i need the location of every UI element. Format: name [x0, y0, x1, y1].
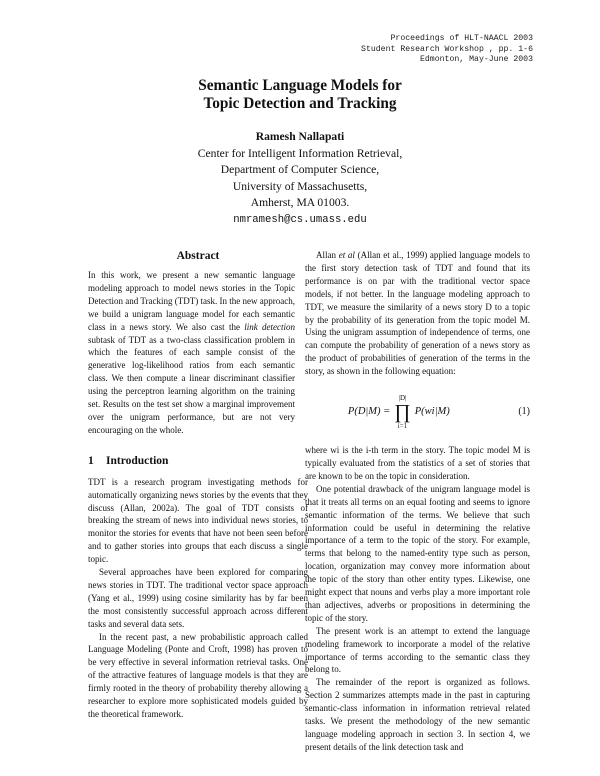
proceedings-line: Proceedings of HLT-NAACL 2003 — [390, 34, 533, 43]
paragraph: where wi is the i-th term in the story. The topic model M is typically evaluated from the statistics of a set of stories that are known to be on the topic in consideration. — [305, 445, 530, 481]
title-line: Semantic Language Models for — [198, 77, 402, 94]
right-column — [305, 249, 530, 754]
paragraph: Several approaches have been explored for comparing news stories in TDT. The traditional vector space approach (Yang et al., 1999) using cosine similarity has by far been the most consistently successful approach across different tasks and several data sets. — [88, 567, 308, 629]
paragraph: The present work is an attempt to extend the language modeling framework to incorporate a model of the relative importance of terms according to the semantic class they belong to. — [305, 625, 530, 675]
abstract-heading: Abstract — [176, 250, 220, 262]
abstract-text-part: In this work, we present a new semantic language modeling approach to model news stories in the Topic Detection and Tracking (TDT) task. In the new approach, we build a unigram language model for each semantic class in a news story. We also cast the — [88, 270, 295, 332]
author-name: Ramesh Nallapati — [255, 130, 345, 143]
paragraph: One potential drawback of the unigram language model is that it treats all terms on an equal footing and seems to ignore semantic information of the terms. We believe that such information could be useful in determining the relative importance of a term to the topic of the story. For example, terms that belong to the named-entity type such as person, location, organization may convey more information about the topic of the story than other entity types. Likewise, one might expect that nouns and verbs play a more important role than adjectives, adverbs or propositions in determining the topic of the story. — [305, 483, 530, 623]
section-number: 1 — [88, 454, 94, 467]
product-operator — [394, 394, 410, 430]
paragraph — [305, 249, 530, 378]
equation-lhs: P(D|M) = — [347, 405, 391, 417]
section-title: Introduction — [106, 454, 169, 467]
proceedings-line: Edmonton, May-June 2003 — [419, 55, 533, 64]
proceedings-header — [361, 34, 533, 66]
title-line: Topic Detection and Tracking — [203, 95, 397, 112]
author-block — [0, 129, 600, 228]
paper-title — [0, 77, 600, 113]
author-email: nmramesh@cs.umass.edu — [233, 213, 367, 226]
paragraph-emphasis: et al — [338, 250, 355, 260]
affiliation-line: Amherst, MA 01003. — [250, 196, 350, 209]
equation-number: (1) — [518, 405, 530, 417]
product-upper-limit: |D| — [398, 394, 407, 403]
paragraph: In the recent past, a new probabilistic approach called Language Modeling (Ponte and Croft, 1998) has proven to be very effective in several information retrieval tasks. One of the attractive features of language models is that they are firmly rooted in the theory of probability thereby allowing a researcher to explore more sophisticated models guided by the theoretical framework. — [88, 631, 308, 719]
left-column — [88, 249, 308, 721]
product-symbol: ∏ — [394, 401, 411, 424]
proceedings-line: Student Research Workshop , pp. 1-6 — [361, 44, 533, 54]
paragraph: The remainder of the report is organized as follows. Section 2 summarizes attempts made in the past in capturing semantic-class information in information retrieval related tasks. We present the methodology of the new semantic language modeling approach in section 3. In section 4, we present details of the link detection task and — [305, 677, 530, 752]
affiliation-line: Center for Intelligent Information Retrieval, — [197, 146, 403, 160]
product-lower-limit: i=1 — [397, 422, 408, 431]
affiliation-line: Department of Computer Science, — [220, 163, 380, 176]
section-heading — [88, 455, 308, 468]
paragraph-part: Allan — [316, 250, 339, 260]
equation-1 — [305, 388, 530, 436]
equation-rhs: P(wi|M) — [414, 405, 450, 417]
abstract-emphasis: link detection — [244, 321, 295, 332]
abstract-text — [88, 269, 308, 437]
paragraph-part: (Allan et al., 1999) applied language models to the first story detection task of TDT and found that its performance is on par with the traditional vector space models, if not better. In the language modeling approach to TDT, we measure the similarity of a news story D to a topic by the probability of its generation from the topic model M. Using the unigram assumption of independence of terms, one can compute the probability of generation of a news story as the product of probabilities of generation of the terms in the story, as shown in the following equation: — [305, 250, 530, 377]
abstract-text-part: subtask of TDT as a two-class classification problem in which the features of each sample consist of the generative log-likelihood ratios from each semantic class. We then compute a linear discriminant classifier using the perceptron learning algorithm on the training set. Results on the test set show a marginal improvement over the unigram performance, but are not very encouraging on the whole. — [88, 334, 295, 435]
affiliation-line: University of Massachusetts, — [232, 179, 368, 193]
paragraph: TDT is a research program investigating methods for automatically organizing news stories by the events that they discuss (Allan, 2002a). The goal of TDT consists of breaking the stream of news into individual news stories, to monitor the stories for events that have not been seen before and to gather stories into groups that each discuss a single topic. — [88, 476, 308, 565]
